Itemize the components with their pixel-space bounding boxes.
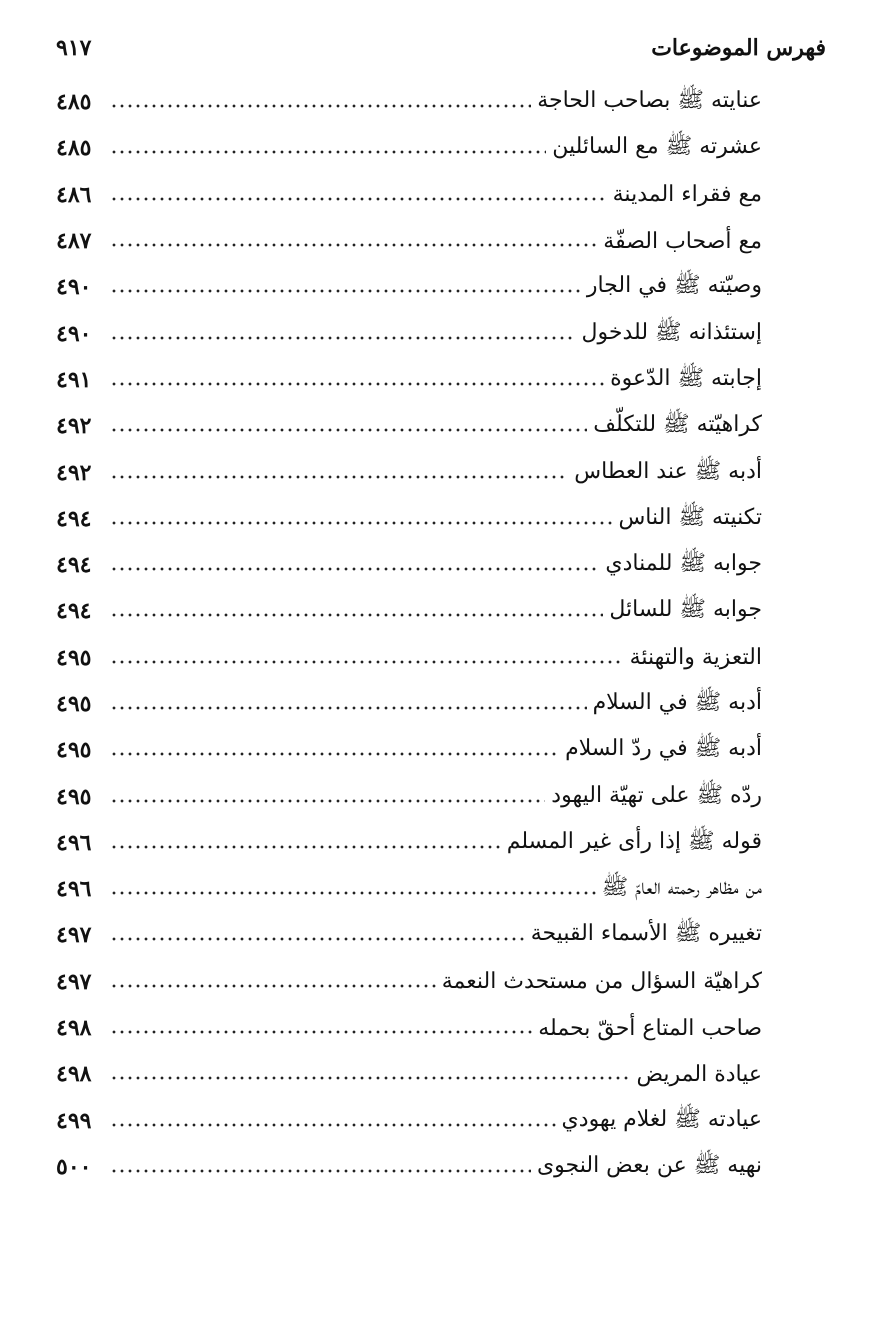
toc-entry [56, 1005, 762, 1051]
toc-entry-title: ردّه ﷺ على تهيّة اليهود [551, 782, 762, 808]
dot-leader [110, 1022, 532, 1042]
toc-entry-title: تكنيته ﷺ الناس [618, 504, 762, 530]
toc-entry-title: إجابته ﷺ الدّعوة [610, 365, 762, 391]
toc-entry [56, 820, 762, 866]
toc-entry [56, 172, 762, 218]
toc-entry [56, 496, 762, 542]
toc-entry-page: ٤٩٢ [56, 413, 92, 440]
toc-entry [56, 1144, 762, 1190]
toc-entry-page: ٤٨٦ [56, 181, 92, 208]
toc-entry-page: ٤٩٧ [56, 968, 92, 995]
dot-leader [110, 929, 525, 949]
toc-entry [56, 1098, 762, 1144]
toc-entry-page: ٤٩٦ [56, 876, 92, 903]
page-header [56, 28, 826, 68]
toc-entry-page: ٤٩٤ [56, 598, 92, 625]
toc-entry-title: كراهيّة السؤال من مستحدث النعمة [441, 969, 762, 995]
dot-leader [110, 374, 604, 394]
toc-entry-title: أدبه ﷺ في السلام [592, 690, 762, 715]
dot-leader [110, 1161, 531, 1181]
dot-leader [110, 1068, 630, 1088]
toc-entry-page: ٤٩٨ [56, 1015, 92, 1042]
toc-entry-title: جوابه ﷺ للمنادي [605, 551, 762, 577]
toc-entry [56, 264, 762, 310]
toc-entry-page: ٤٩٥ [56, 783, 92, 810]
dot-leader [110, 652, 624, 672]
toc-entry-page: ٤٨٧ [56, 228, 92, 255]
toc-entry [56, 218, 762, 264]
dot-leader [110, 328, 576, 348]
toc-entry-title: عنايته ﷺ بصاحب الحاجة [537, 88, 762, 114]
running-title: فهرس الموضوعات [651, 35, 826, 61]
toc-entry [56, 912, 762, 958]
toc-entry [56, 1051, 762, 1097]
toc-entry-title: قوله ﷺ إذا رأى غير المسلم [506, 828, 762, 854]
toc-entry-page: ٤٩٤ [56, 552, 92, 579]
dot-leader [110, 698, 587, 718]
dot-leader [110, 513, 612, 533]
toc-entry-title: عيادة المريض [636, 1061, 762, 1087]
toc-entry-title: كراهيّته ﷺ للتكلّف [593, 412, 762, 438]
toc-entry [56, 635, 762, 681]
toc-entry-page: ٤٩٩ [56, 1107, 92, 1134]
toc-entry-page: ٤٨٥ [56, 135, 92, 162]
toc-entry-page: ٤٩٦ [56, 829, 92, 856]
toc-entry-title: من مظاهر رحمته العامّ ﷺ [601, 875, 762, 901]
toc-entry-title: إستئذانه ﷺ للدخول [581, 319, 762, 345]
toc-entry-title: أدبه ﷺ عند العطاس [574, 458, 762, 484]
dot-leader [110, 605, 603, 625]
toc-entry [56, 959, 762, 1005]
dot-leader [110, 281, 581, 301]
toc-entry-page: ٥٠٠ [56, 1153, 92, 1180]
toc-entry [56, 310, 762, 356]
toc-entry [56, 773, 762, 819]
toc-entry [56, 588, 762, 634]
toc-entry-page: ٤٩٢ [56, 459, 92, 486]
toc-entry [56, 403, 762, 449]
dot-leader [110, 142, 546, 162]
toc-entry [56, 542, 762, 588]
toc-entry-page: ٤٩٥ [56, 691, 92, 717]
toc-entry [56, 866, 762, 912]
dot-leader [110, 189, 607, 209]
dot-leader [110, 744, 559, 764]
toc-entry-page: ٤٩٨ [56, 1061, 92, 1088]
toc-entry-title: مع أصحاب الصفّة [603, 228, 762, 254]
toc-entry-title: عشرته ﷺ مع السائلين [552, 134, 762, 160]
toc-entry-page: ٤٩٤ [56, 505, 92, 532]
dot-leader [110, 467, 568, 487]
toc-entry [56, 449, 762, 495]
toc-entry [56, 357, 762, 403]
page-number: ٩١٧ [56, 35, 92, 61]
toc-entry [56, 79, 762, 125]
toc-entry [56, 125, 762, 171]
toc-entry-title: عيادته ﷺ لغلام يهودي [561, 1106, 762, 1132]
toc-entry-page: ٤٩٧ [56, 922, 92, 949]
dot-leader [110, 883, 596, 903]
toc-entry-title: صاحب المتاع أحقّ بحمله [538, 1015, 762, 1041]
dot-leader [110, 837, 501, 857]
toc-entry-title: وصيّته ﷺ في الجار [586, 273, 762, 299]
toc-entry-page: ٤٩١ [56, 366, 92, 393]
toc-entry-title: مع فقراء المدينة [612, 182, 762, 208]
toc-entry [56, 727, 762, 773]
dot-leader [110, 420, 587, 440]
toc-entry-title: نهيه ﷺ عن بعض النجوى [536, 1152, 762, 1178]
toc-entry-title: جوابه ﷺ للسائل [609, 597, 762, 623]
table-of-contents [56, 79, 762, 1190]
dot-leader [110, 559, 599, 579]
toc-entry-title: أدبه ﷺ في ردّ السلام [565, 736, 762, 762]
toc-entry-page: ٤٩٠ [56, 320, 92, 347]
dot-leader [110, 976, 436, 996]
dot-leader [110, 235, 597, 255]
toc-entry-page: ٤٩٥ [56, 737, 92, 764]
toc-entry-page: ٤٩٠ [56, 274, 92, 301]
toc-entry [56, 681, 762, 727]
toc-entry-page: ٤٩٥ [56, 644, 92, 671]
dot-leader [110, 1115, 556, 1135]
dot-leader [110, 791, 545, 811]
dot-leader [110, 96, 531, 116]
toc-entry-title: التعزية والتهنئة [629, 645, 762, 671]
toc-entry-title: تغييره ﷺ الأسماء القبيحة [530, 921, 762, 947]
toc-entry-page: ٤٨٥ [56, 89, 92, 116]
